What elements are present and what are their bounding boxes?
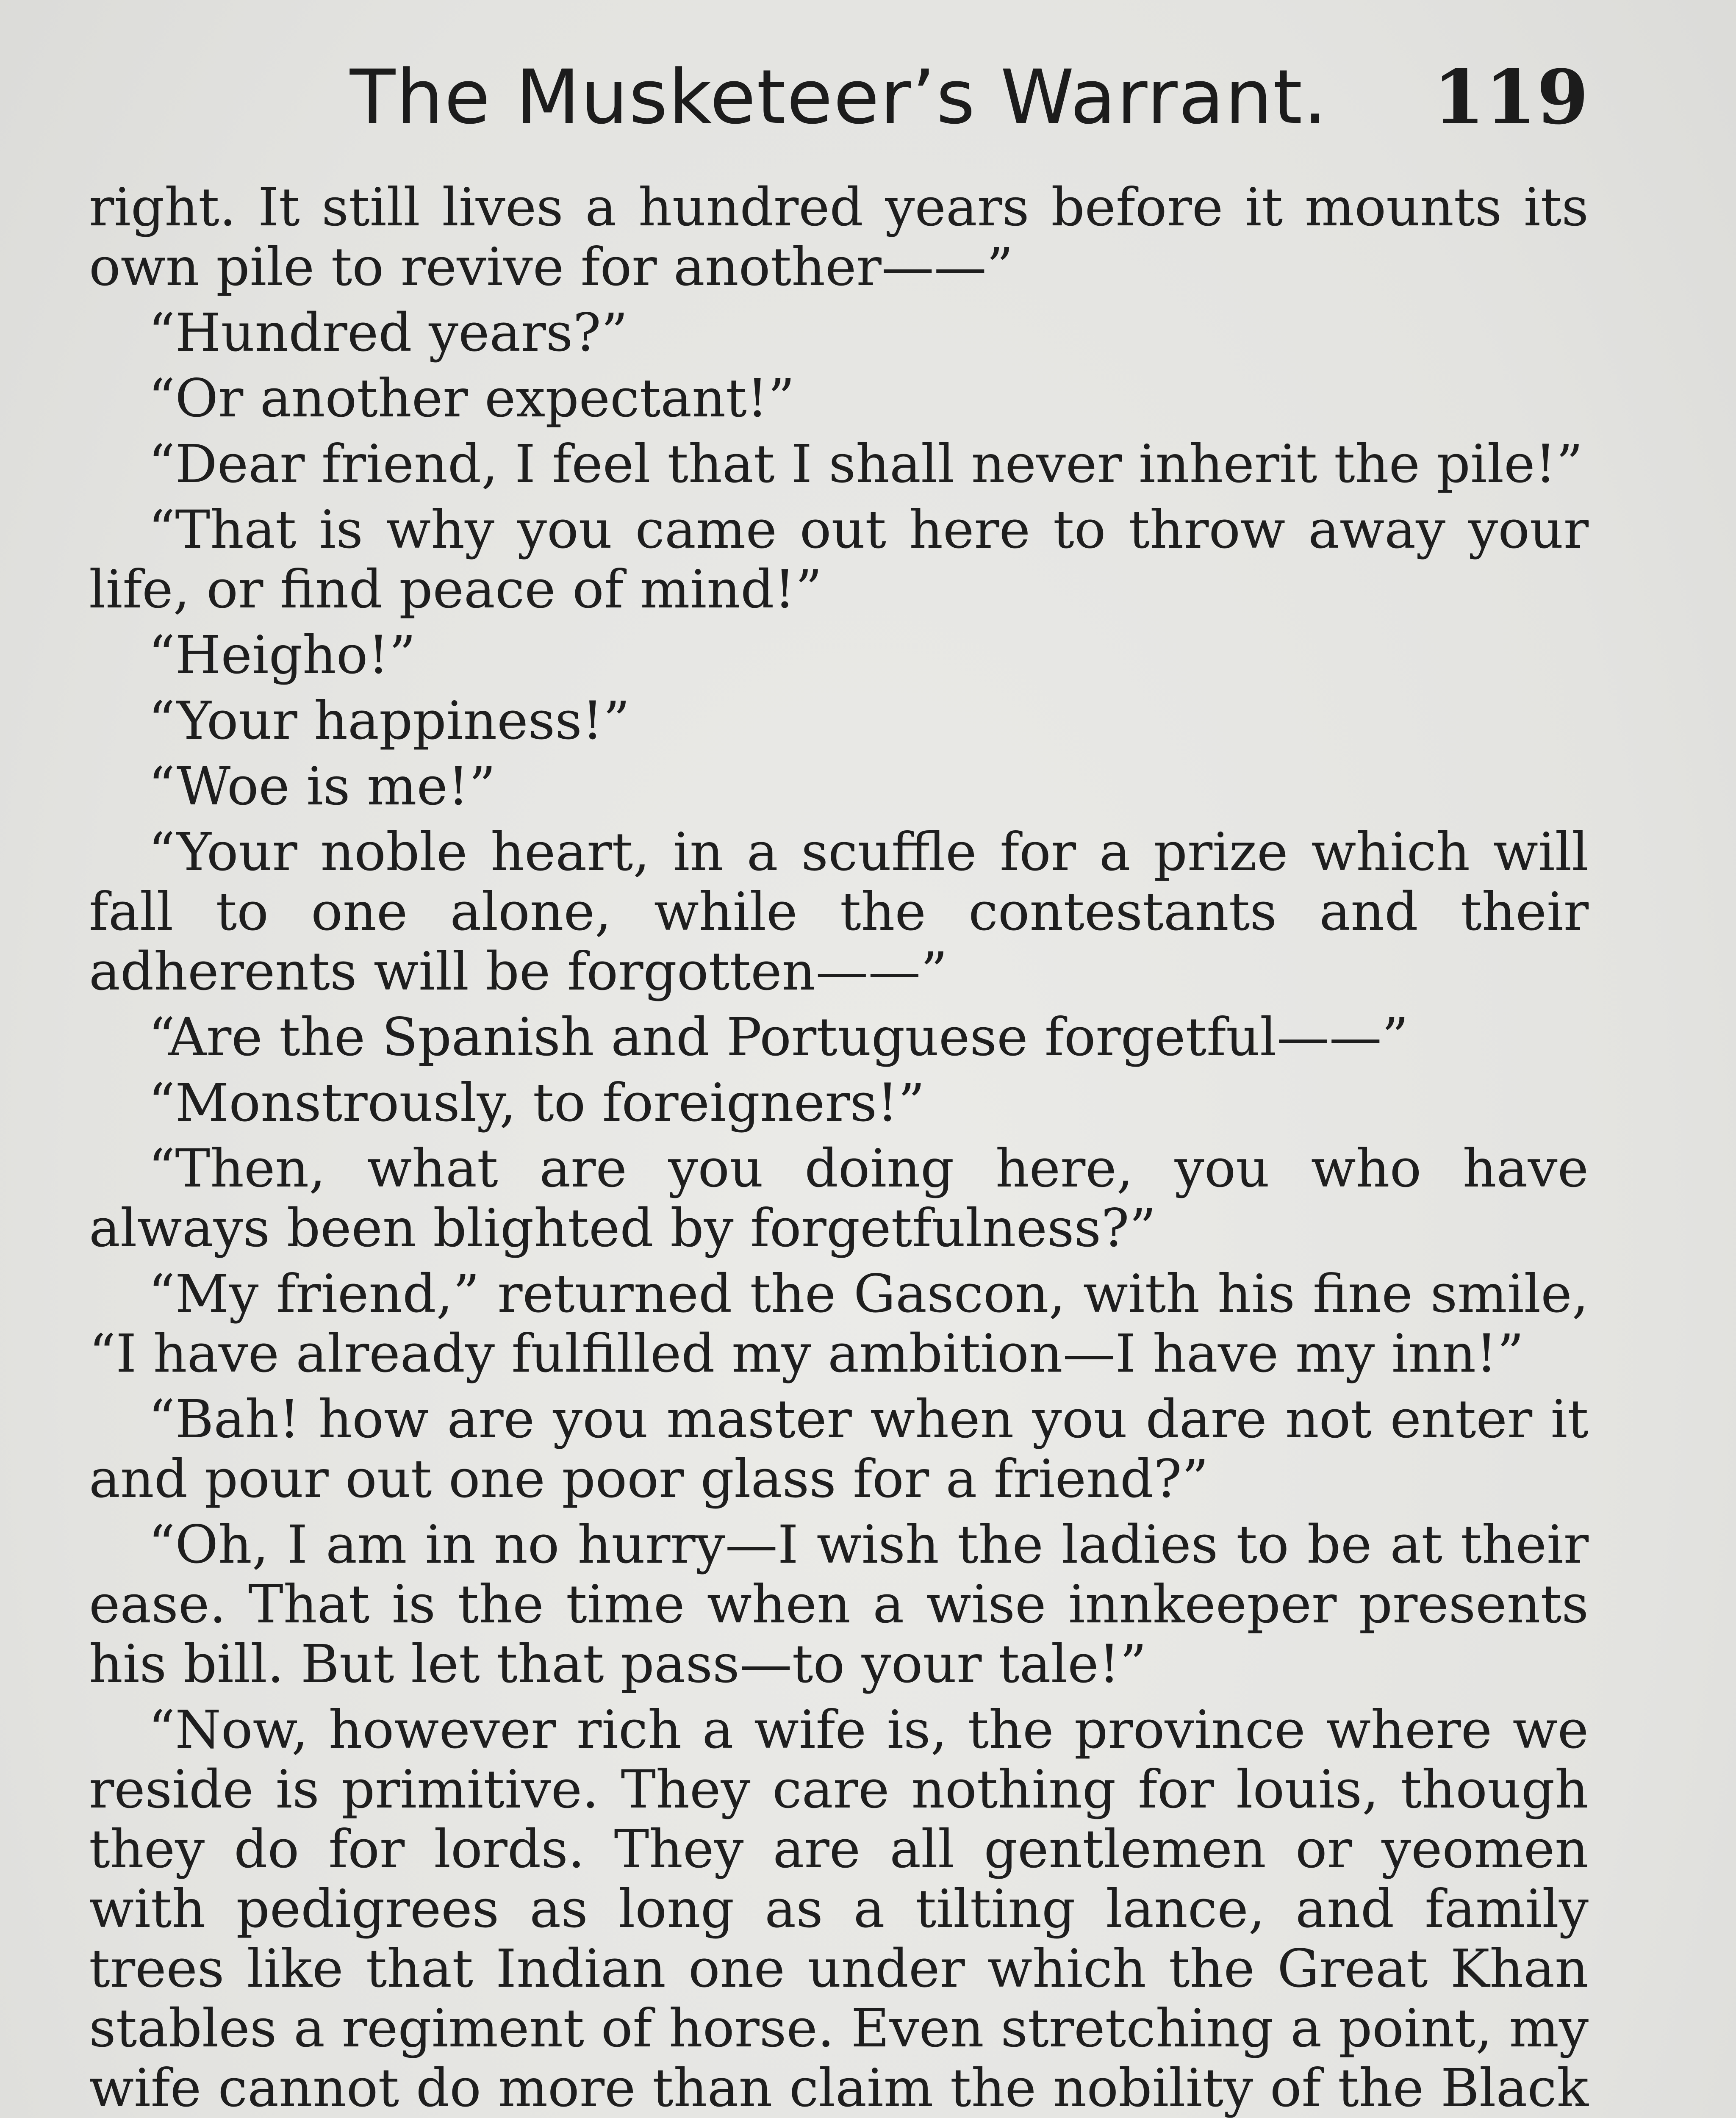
running-title: The Musketeer’s Warrant. <box>349 54 1328 141</box>
paragraph: “Then, what are you doing here, you who have always been blighted by forgetfulness?” <box>89 1138 1589 1259</box>
paragraph: right. It still lives a hundred years before it mounts its own pile to revive for another——” <box>89 177 1589 298</box>
paragraph: “Heigho!” <box>148 625 416 686</box>
paragraph: “Your happiness!” <box>148 690 630 751</box>
paragraph: “Monstrously, to foreigners!” <box>148 1073 925 1134</box>
page-number: 119 <box>1433 53 1589 141</box>
paragraph: “Woe is me!” <box>148 756 496 817</box>
paragraph: “That is why you came out here to throw away your life, or find peace of mind!” <box>89 499 1589 620</box>
paragraph: “My friend,” returned the Gascon, with his fine smile, “I have already fulfilled my ambition—I have my inn!” <box>89 1264 1589 1384</box>
paragraph: “Oh, I am in no hurry—I wish the ladies to be at their ease. That is the time when a wise innkeeper presents his bill. But let that pass—to your tale!” <box>89 1514 1589 1695</box>
paragraph: “Hundred years?” <box>148 302 628 363</box>
running-head <box>89 47 1589 148</box>
paragraph: “Your noble heart, in a scuffle for a prize which will fall to one alone, while the contestants and their adherents will be forgotten——” <box>89 822 1589 1002</box>
paragraph: “Dear friend, I feel that I shall never inherit the pile!” <box>148 434 1583 495</box>
body-text <box>89 178 1589 2118</box>
paragraph: “Now, however rich a wife is, the province where we reside is primitive. They care nothing for louis, though they do for lords. They are all gentlemen or yeomen with pedigrees as long as a tilting lance, and family trees like that Indian one under which the Great Khan stables a regiment of horse. Even stretching a point, my wife cannot do more than claim the nobility of the Black <box>89 1699 1589 2118</box>
paragraph: “Or another expectant!” <box>148 368 795 429</box>
paragraph: “Bah! how are you master when you dare not enter it and pour out one poor glass for a friend?” <box>89 1389 1589 1510</box>
paragraph: “Are the Spanish and Portuguese forgetful——” <box>148 1007 1409 1068</box>
